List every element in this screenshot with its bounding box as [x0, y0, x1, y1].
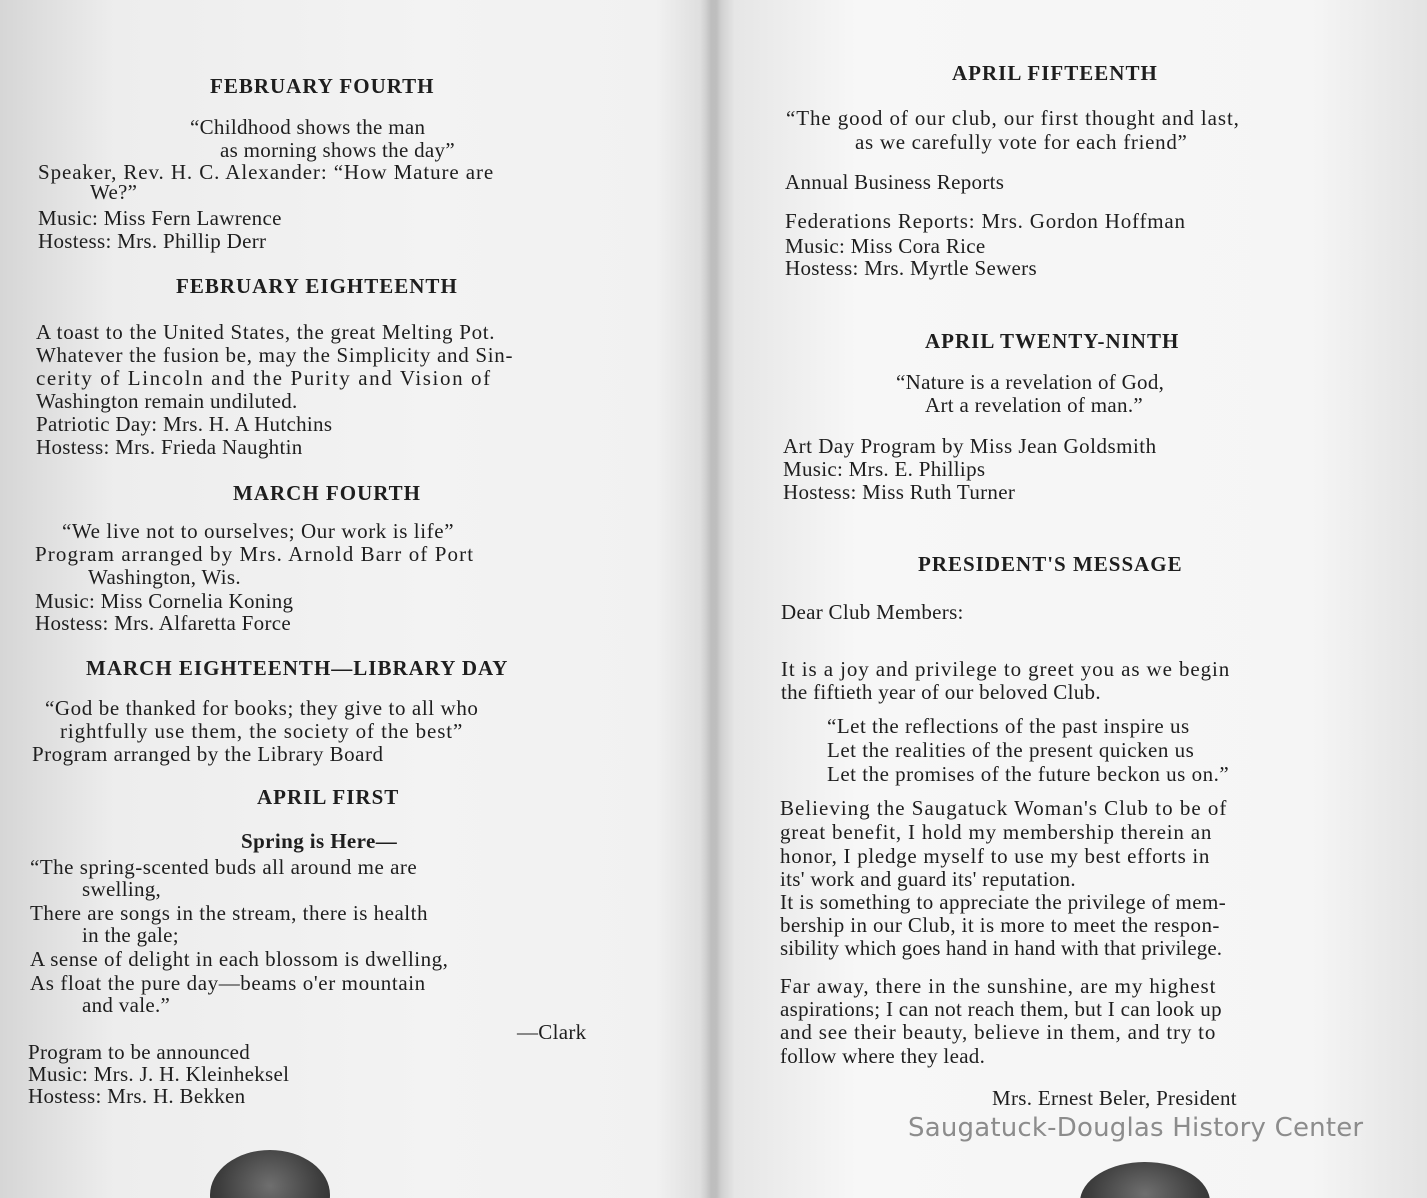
message-line: It is a joy and privilege to greet you as we begin: [781, 657, 1231, 681]
quote-line: rightfully use them, the society of the best”: [60, 719, 464, 743]
body-line: A toast to the United States, the great Melting Pot.: [36, 320, 496, 344]
watermark: Saugatuck-Douglas History Center: [908, 1113, 1364, 1143]
message-quote-line: Let the promises of the future beckon us on.”: [827, 762, 1230, 786]
music-line: Music: Mrs. J. H. Kleinheksel: [28, 1062, 290, 1086]
left-page: [0, 0, 705, 1198]
patriotic-line: Patriotic Day: Mrs. H. A Hutchins: [36, 412, 333, 436]
speaker-line: Speaker, Rev. H. C. Alexander: “How Mature are: [38, 160, 495, 184]
hostess-line: Hostess: Mrs. H. Bekken: [28, 1084, 246, 1108]
poem-line: “The spring-scented buds all around me are: [30, 855, 418, 879]
hostess-line: Hostess: Mrs. Phillip Derr: [38, 229, 267, 253]
section-heading: MARCH EIGHTEENTH—LIBRARY DAY: [86, 656, 509, 680]
quote-line: Art a revelation of man.”: [925, 393, 1143, 417]
hostess-line: Hostess: Miss Ruth Turner: [783, 480, 1016, 504]
message-line: aspirations; I can not reach them, but I can look up: [780, 997, 1222, 1021]
message-line: It is something to appreciate the privilege of mem-: [780, 890, 1227, 914]
message-line: bership in our Club, it is more to meet the respon-: [780, 913, 1220, 937]
message-line: Believing the Saugatuck Woman's Club to be of: [780, 796, 1228, 820]
reports-line: Annual Business Reports: [785, 170, 1005, 194]
body-line: Washington remain undiluted.: [36, 389, 298, 413]
quote-line: as morning shows the day”: [220, 138, 455, 162]
message-line: the fiftieth year of our beloved Club.: [781, 680, 1101, 704]
body-line: cerity of Lincoln and the Purity and Vision of: [36, 366, 492, 390]
poem-line: swelling,: [82, 877, 162, 901]
message-quote-line: Let the realities of the present quicken us: [827, 738, 1195, 762]
quote-line: “God be thanked for books; they give to all who: [45, 696, 479, 720]
poem-line: in the gale;: [82, 923, 179, 947]
message-line: follow where they lead.: [780, 1044, 986, 1068]
section-heading: MARCH FOURTH: [233, 481, 421, 505]
section-heading: APRIL FIFTEENTH: [952, 61, 1158, 85]
section-heading: APRIL TWENTY-NINTH: [925, 329, 1180, 353]
music-line: Music: Mrs. E. Phillips: [783, 457, 986, 481]
federations-line: Federations Reports: Mrs. Gordon Hoffman: [785, 209, 1186, 233]
right-page: [712, 0, 1427, 1198]
message-line: great benefit, I hold my membership therein an: [780, 820, 1213, 844]
poem-line: As float the pure day—beams o'er mountain: [30, 971, 426, 995]
music-line: Music: Miss Fern Lawrence: [38, 206, 282, 230]
poem-line: There are songs in the stream, there is health: [30, 901, 428, 925]
salutation: Dear Club Members:: [781, 600, 964, 624]
section-heading: FEBRUARY FOURTH: [210, 74, 435, 98]
section-heading: APRIL FIRST: [257, 785, 400, 809]
signature: Mrs. Ernest Beler, President: [992, 1086, 1237, 1110]
hostess-line: Hostess: Mrs. Alfaretta Force: [35, 611, 291, 635]
poem-line: A sense of delight in each blossom is dwelling,: [30, 947, 449, 971]
hostess-line: Hostess: Mrs. Frieda Naughtin: [36, 435, 303, 459]
program-line: Program arranged by the Library Board: [32, 742, 384, 766]
program-line: Art Day Program by Miss Jean Goldsmith: [783, 434, 1157, 458]
message-line: its' work and guard its' reputation.: [780, 867, 1076, 891]
section-heading: FEBRUARY EIGHTEENTH: [176, 274, 458, 298]
poem-title: Spring is Here—: [241, 829, 398, 853]
music-line: Music: Miss Cornelia Koning: [35, 589, 294, 613]
message-quote-line: “Let the reflections of the past inspire us: [827, 714, 1190, 738]
program-line: Program arranged by Mrs. Arnold Barr of Port: [35, 542, 475, 566]
quote-line: “Childhood shows the man: [190, 115, 426, 139]
message-line: sibility which goes hand in hand with that privilege.: [780, 936, 1223, 960]
quote-line: “Nature is a revelation of God,: [896, 370, 1165, 394]
program-line: Program to be announced: [28, 1040, 251, 1064]
quote-line: as we carefully vote for each friend”: [855, 130, 1188, 154]
message-line: Far away, there in the sunshine, are my highest: [780, 974, 1217, 998]
poem-line: and vale.”: [82, 993, 171, 1017]
music-line: Music: Miss Cora Rice: [785, 234, 986, 258]
program-line: Washington, Wis.: [88, 565, 241, 589]
message-line: and see their beauty, believe in them, and try to: [780, 1020, 1217, 1044]
hostess-line: Hostess: Mrs. Myrtle Sewers: [785, 256, 1037, 280]
body-line: Whatever the fusion be, may the Simplicity and Sin-: [36, 343, 514, 367]
message-line: honor, I pledge myself to use my best efforts in: [780, 844, 1211, 868]
quote-line: “The good of our club, our first thought and last,: [786, 106, 1240, 130]
section-heading: PRESIDENT'S MESSAGE: [918, 552, 1183, 576]
quote-line: “We live not to ourselves; Our work is life”: [62, 519, 455, 543]
poem-author: —Clark: [517, 1020, 587, 1044]
speaker-line: We?”: [90, 180, 138, 204]
